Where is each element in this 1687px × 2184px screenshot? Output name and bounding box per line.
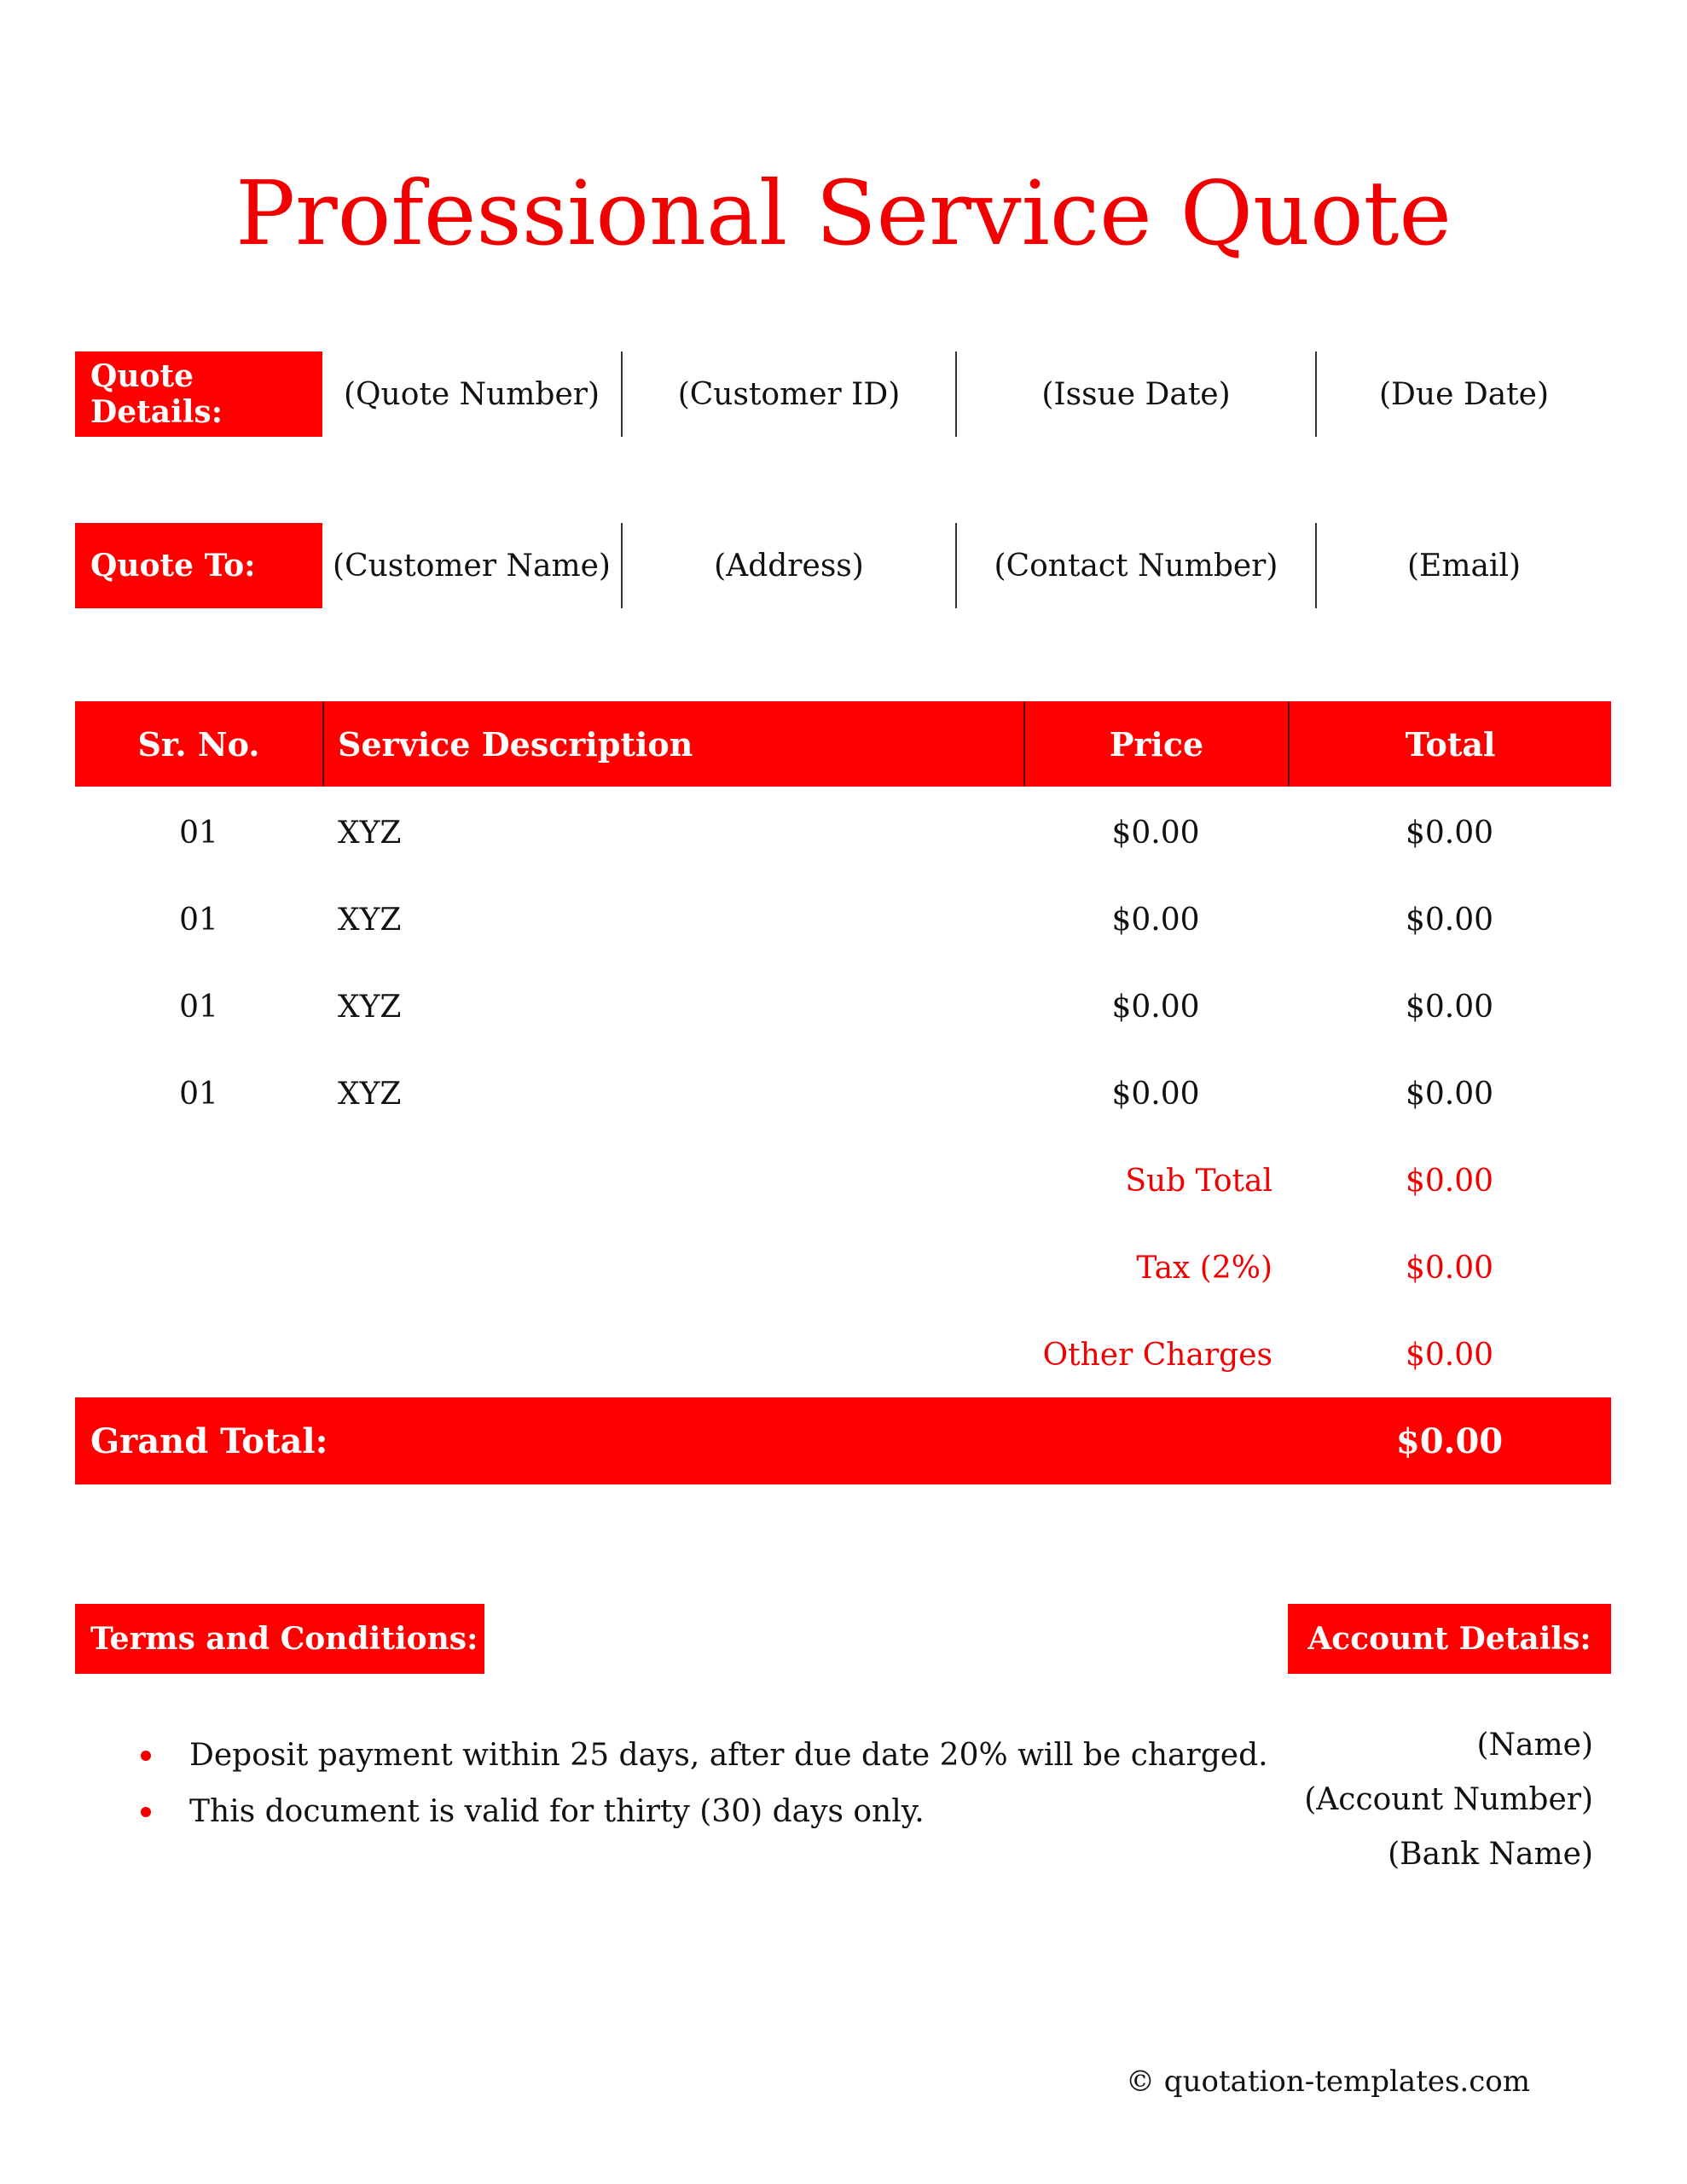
row-description: XYZ (338, 902, 402, 938)
terms-list (136, 1728, 1268, 1840)
other-charges-value: $0.00 (1405, 1337, 1494, 1373)
bullet-icon (141, 1751, 151, 1761)
grand-total-value: $0.00 (1395, 1420, 1504, 1461)
row-total: $0.00 (1405, 989, 1494, 1025)
account-number: (Account Number) (1304, 1782, 1593, 1817)
row-total: $0.00 (1405, 902, 1494, 938)
footer-copyright: © quotation-templates.com (1126, 2065, 1530, 2099)
header-service-description: Service Description (322, 701, 1023, 787)
row-sr-no: 01 (179, 1076, 218, 1112)
row-price: $0.00 (1111, 902, 1200, 938)
email-field: (Email) (1407, 548, 1521, 584)
row-price: $0.00 (1111, 1076, 1200, 1112)
tax-value: $0.00 (1405, 1250, 1494, 1286)
term-text: This document is valid for thirty (30) days only. (189, 1794, 925, 1829)
address-field: (Address) (714, 548, 864, 584)
customer-id-field: (Customer ID) (677, 376, 901, 412)
term-text: Deposit payment within 25 days, after due date 20% will be charged. (189, 1738, 1268, 1773)
list-item (136, 1784, 1268, 1840)
contact-number-field: (Contact Number) (994, 548, 1278, 584)
row-description: XYZ (338, 1076, 402, 1112)
quote-details-label: Quote Details: (75, 351, 322, 437)
header-total: Total (1288, 701, 1611, 787)
row-sr-no: 01 (179, 989, 218, 1025)
other-charges-label: Other Charges (1042, 1337, 1272, 1373)
table-header (75, 701, 1611, 787)
row-sr-no: 01 (179, 815, 218, 851)
tax-label: Tax (2%) (1136, 1250, 1272, 1286)
issue-date-field: (Issue Date) (1041, 376, 1231, 412)
customer-name-field: (Customer Name) (333, 548, 611, 584)
row-price: $0.00 (1111, 815, 1200, 851)
sub-total-label: Sub Total (1125, 1163, 1272, 1199)
grand-total-label: Grand Total: (90, 1420, 328, 1461)
row-price: $0.00 (1111, 989, 1200, 1025)
quote-to-label: Quote To: (75, 523, 322, 608)
header-price: Price (1023, 701, 1288, 787)
bank-name: (Bank Name) (1388, 1837, 1593, 1872)
row-total: $0.00 (1405, 815, 1494, 851)
row-description: XYZ (338, 815, 402, 851)
header-sr-no: Sr. No. (137, 724, 260, 764)
bullet-icon (141, 1807, 151, 1817)
quote-number-field: (Quote Number) (343, 376, 600, 412)
list-item (136, 1728, 1268, 1784)
row-description: XYZ (338, 989, 402, 1025)
row-sr-no: 01 (179, 902, 218, 938)
account-details-label: Account Details: (1288, 1604, 1611, 1674)
grand-total-bar (75, 1397, 1611, 1484)
sub-total-value: $0.00 (1405, 1163, 1494, 1199)
account-name: (Name) (1476, 1728, 1593, 1763)
row-total: $0.00 (1405, 1076, 1494, 1112)
terms-label: Terms and Conditions: (75, 1604, 484, 1674)
due-date-field: (Due Date) (1379, 376, 1549, 412)
page-title: Professional Service Quote (235, 161, 1452, 265)
